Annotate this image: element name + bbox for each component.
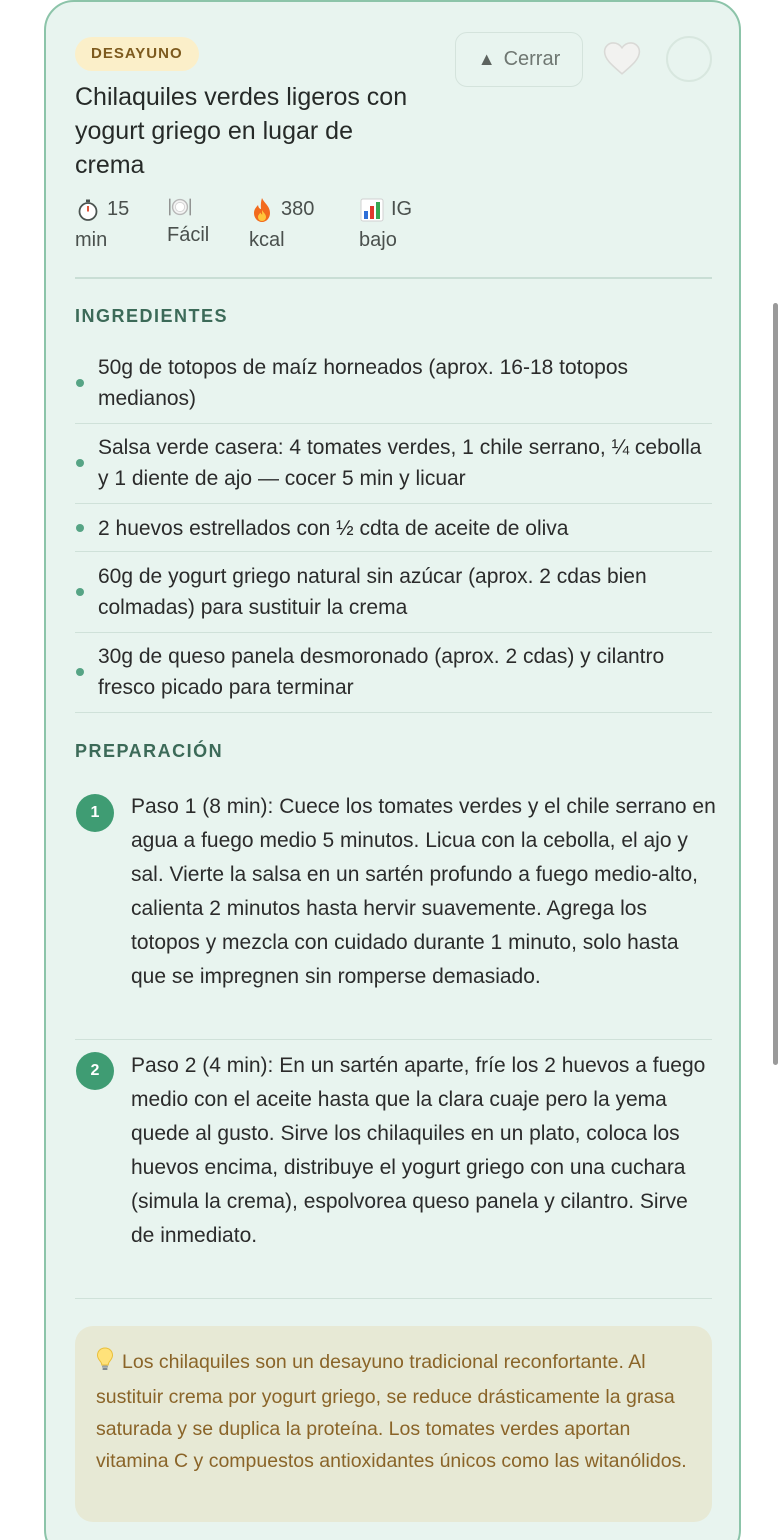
step-text: Paso 1 (8 min): Cuece los tomates verdes y el chile serrano en agua a fuego medio 5 minutos. Licua con la cebolla, el ajo y sal. Vierte la salsa en un sartén profundo a fuego medio-alto, calienta 2 minutos hasta hervir suavemente. Agrega los totopos y mezcla con cuidado durante 1 minuto, solo hasta que se impregnen sin romperse demasiado. [131, 795, 716, 988]
ingredient-divider [75, 632, 712, 633]
fire-icon [249, 197, 275, 223]
preparation-heading: PREPARACIÓN [75, 741, 224, 761]
step-text: Paso 2 (4 min): En un sartén aparte, fríe los 2 huevos a fuego medio con el aceite hasta que la clara cuaje pero la yema quede al gusto. Sirve los chilaquiles en un plato, coloca los huevos encima, distribuye el yogurt griego con una cuchara (simula la crema), espolvorea queso panela y cilantro. Sirve de inmediato. [131, 1054, 706, 1247]
stopwatch-icon [75, 197, 101, 223]
meal-type-badge: DESAYUNO [75, 37, 199, 71]
recipe-title: Chilaquiles verdes ligeros con yogurt griego en lugar de crema [75, 83, 408, 179]
heart-icon [603, 40, 641, 76]
triangle-up-icon: ▲ [477, 49, 496, 69]
close-button-label: Cerrar [503, 48, 561, 70]
complete-toggle[interactable] [666, 36, 712, 82]
header-divider [75, 277, 712, 279]
meta-difficulty: Fácil [167, 194, 209, 251]
ingredient-item: Salsa verde casera: 4 tomates verdes, 1 chile serrano, ¼ cebolla y 1 diente de ajo — cocer 5 min y licuar [75, 432, 712, 494]
step-item [75, 788, 716, 1028]
meta-glycemic-index: IG bajo [359, 198, 413, 251]
step-number-badge: 2 [76, 1052, 114, 1090]
ingredient-divider [75, 712, 712, 713]
ingredient-item: 2 huevos estrellados con ½ cdta de aceite de oliva [75, 512, 712, 544]
ingredient-item: 50g de totopos de maíz horneados (aprox. 16-18 totopos medianos) [75, 352, 712, 414]
plate-icon [167, 194, 193, 220]
bullet-dot [76, 524, 84, 532]
recipe-card [44, 0, 741, 1540]
bar-chart-icon [359, 197, 385, 223]
ingredient-divider [75, 503, 712, 504]
tip-text: Los chilaquiles son un desayuno tradicional reconfortante. Al sustituir crema por yogurt griego, se reduce drásticamente la grasa saturada y se duplica la proteína. Los tomates verdes aportan vitamina C y compuestos antioxidantes únicos como las witanólidos. [96, 1351, 687, 1472]
ingredient-item: 60g de yogurt griego natural sin azúcar (aprox. 2 cdas bien colmadas) para sustituir la crema [75, 561, 712, 623]
ingredient-divider [75, 551, 712, 552]
nutrition-tip [75, 1326, 712, 1522]
step-divider [75, 1298, 712, 1299]
bullet-dot [76, 668, 84, 676]
step-number-badge: 1 [76, 794, 114, 832]
bullet-dot [76, 588, 84, 596]
step-divider [75, 1039, 712, 1040]
meta-calories: 380 kcal [249, 198, 315, 251]
lightbulb-icon [96, 1347, 114, 1381]
favorite-button[interactable] [600, 36, 644, 80]
ingredient-divider [75, 423, 712, 424]
close-button[interactable] [455, 32, 583, 87]
bullet-dot [76, 459, 84, 467]
step-item [75, 1048, 712, 1288]
ingredient-item: 30g de queso panela desmoronado (aprox. 2 cdas) y cilantro fresco picado para terminar [75, 641, 712, 703]
scrollbar[interactable] [773, 303, 778, 1065]
meta-time: 15 min [75, 198, 130, 251]
bullet-dot [76, 379, 84, 387]
ingredients-heading: INGREDIENTES [75, 306, 229, 326]
